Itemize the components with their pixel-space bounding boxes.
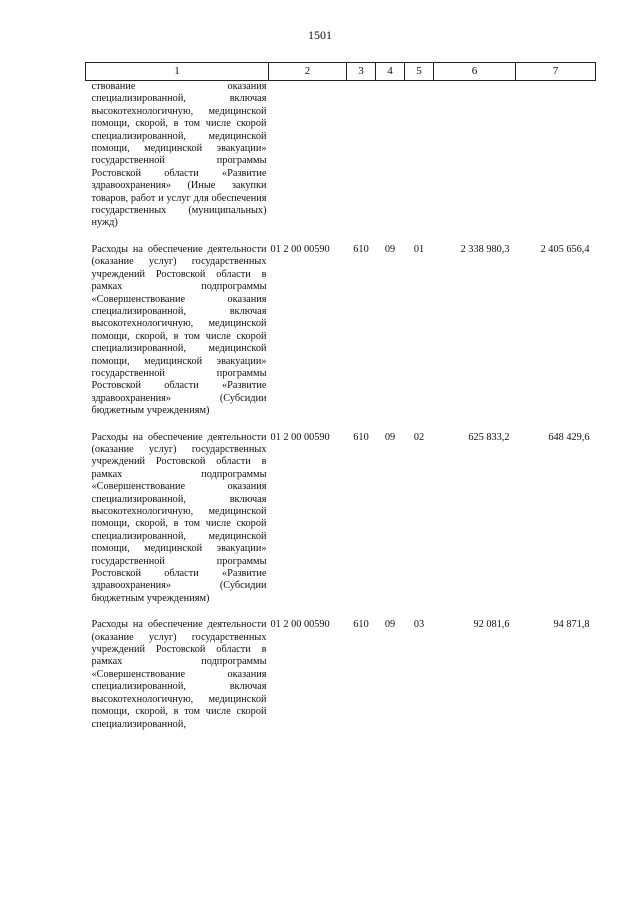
table-row [86,619,596,731]
subsection-code: 03 [413,619,425,631]
row-description: Расходы на обеспечение деятельности (оказание услуг) государственных учреждений Ростовской области в рамках подпрограммы «Совершенствование оказания специализированной, включая высокотехнологичную, медицинской помощи, скорой, в том числе скорой специализированной, медицинской помощи, медицинской эвакуации» государственной программы Ростовской области «Развитие здравоохранения» (Субсидии бюджетным учреждениям) [91,243,267,417]
header-col-1: 1 [86,63,269,81]
budget-table [85,62,596,731]
expense-type: 610 [353,619,369,631]
row-description: Расходы на обеспечение деятельности (оказание услуг) государственных учреждений Ростовской области в рамках подпрограммы «Совершенствование оказания специализированной, включая высокотехнологичную, медицинской помощи, скорой, в том числе скорой специализированной, [91,619,267,730]
header-col-4: 4 [376,63,405,81]
subsection-code: 02 [413,431,425,443]
target-article-code: 01 2 00 00590 [270,619,330,631]
table-row [86,244,596,432]
table-row [86,81,596,244]
amount-year-1 [434,81,516,244]
row-description: ствование оказания специализированной, включая высокотехнологичную, медицинской помощи, скорой, в том числе скорой специализированной, медицинской помощи, медицинской эвакуации» государственной программы Ростовской области «Развитие здравоохранения» (Иные закупки товаров, работ и услуг для обеспечения государственных (муниципальных) нужд) [91,81,267,229]
amount-year-2: 648 429,6 [548,431,590,443]
target-article-code [269,81,347,244]
expense-type: 610 [353,243,369,255]
page-number: 1501 [308,28,332,42]
header-col-5: 5 [405,63,434,81]
section-code: 09 [384,619,396,631]
header-col-3: 3 [347,63,376,81]
amount-year-2: 2 405 656,4 [540,243,590,255]
section-code: 09 [384,243,396,255]
header-col-2: 2 [269,63,347,81]
expense-type [347,81,376,244]
expense-type: 610 [353,431,369,443]
amount-year-2: 94 871,8 [553,619,590,631]
table-row [86,432,596,620]
amount-year-1: 2 338 980,3 [460,243,510,255]
subsection-code [405,81,434,244]
amount-year-2 [516,81,596,244]
header-col-7: 7 [516,63,596,81]
target-article-code: 01 2 00 00590 [270,243,330,255]
amount-year-1: 92 081,6 [473,619,510,631]
table-header-row [86,63,596,81]
header-col-6: 6 [434,63,516,81]
amount-year-1: 625 833,2 [468,431,510,443]
row-description: Расходы на обеспечение деятельности (оказание услуг) государственных учреждений Ростовской области в рамках подпрограммы «Совершенствование оказания специализированной, включая высокотехнологичную, медицинской помощи, скорой, в том числе скорой специализированной, медицинской помощи, медицинской эвакуации» государственной программы Ростовской области «Развитие здравоохранения» (Субсидии бюджетным учреждениям) [91,431,267,604]
section-code: 09 [384,431,396,443]
subsection-code: 01 [413,243,425,255]
section-code [376,81,405,244]
target-article-code: 01 2 00 00590 [270,431,330,443]
